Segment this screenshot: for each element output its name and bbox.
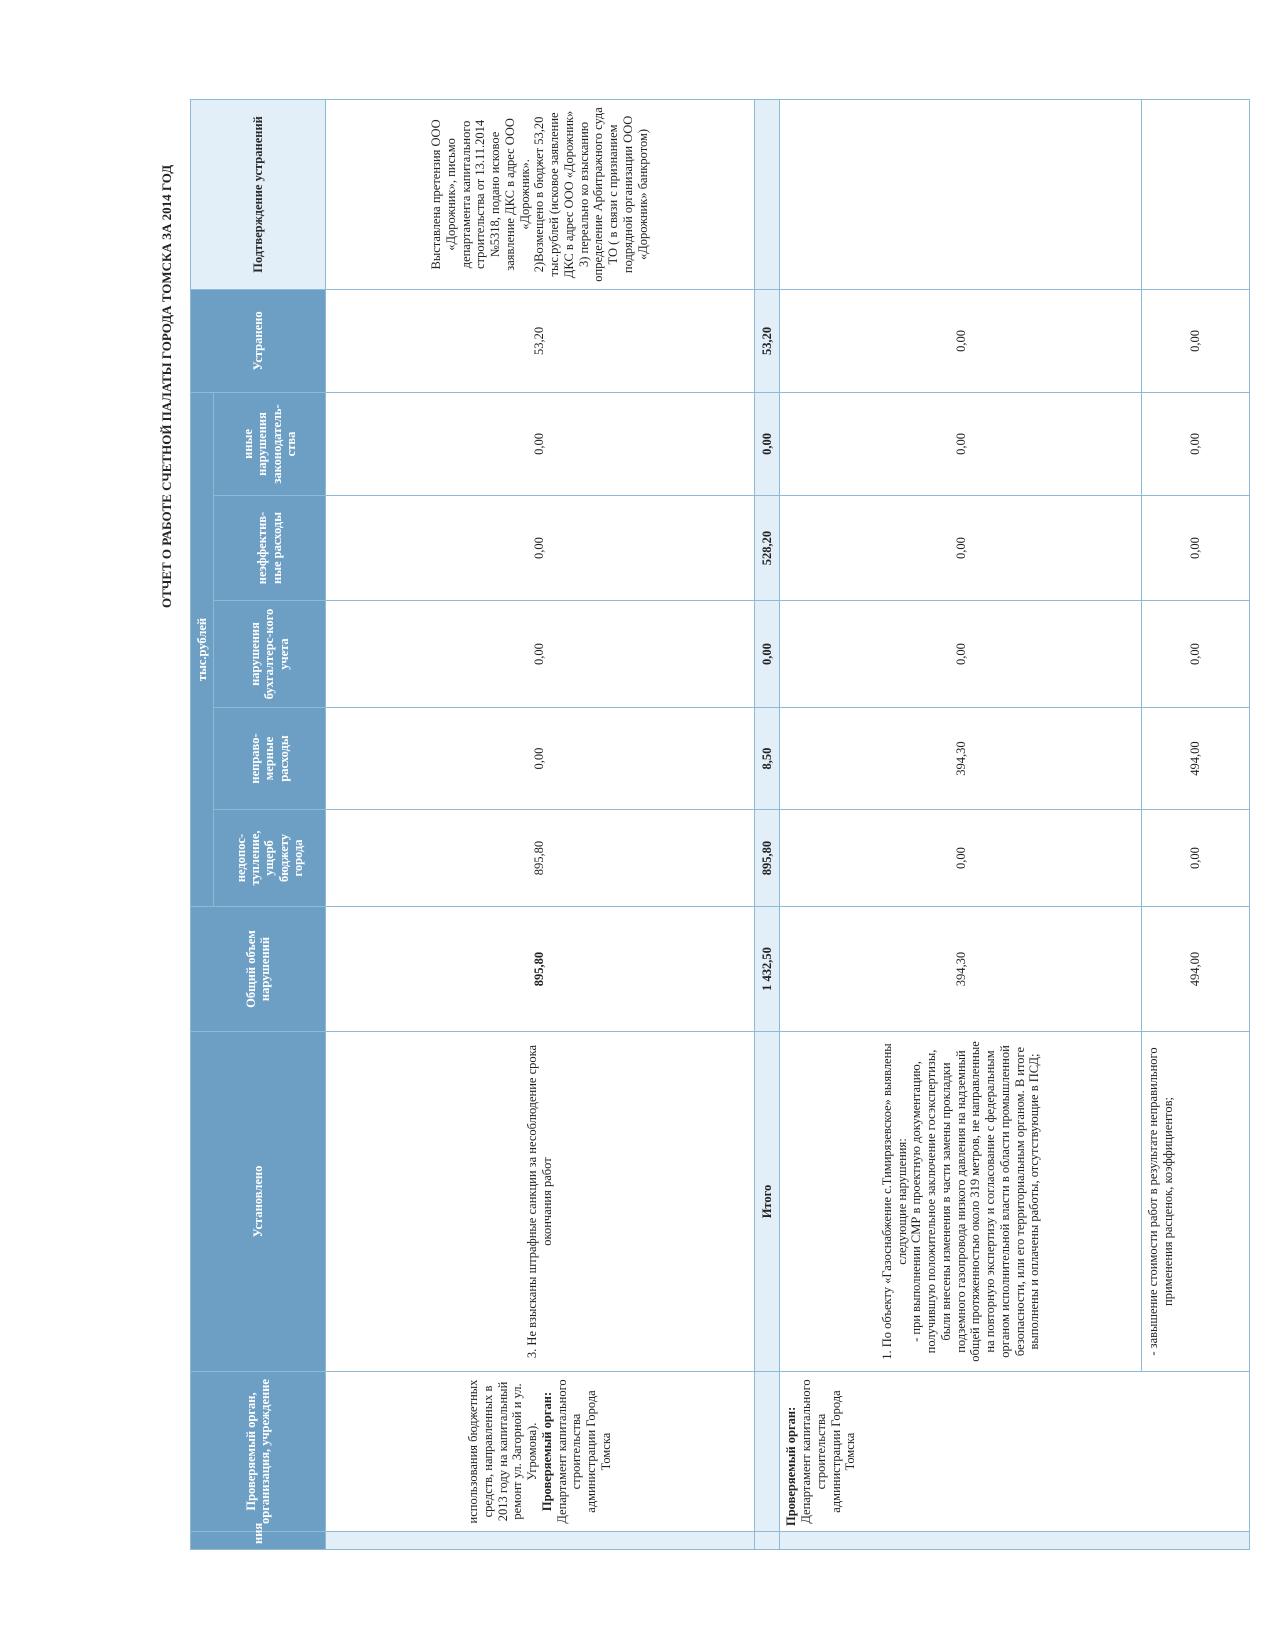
- nedopost-cell: 895,80: [326, 810, 755, 907]
- total-cell: 394,30: [780, 907, 1142, 1032]
- ustraneno-cell: 53,20: [326, 289, 755, 392]
- buh-cell: 0,00: [326, 601, 755, 708]
- total-nedopost: 895,80: [754, 810, 780, 907]
- report-table: [190, 99, 1250, 1550]
- header-ustraneno: Устранено: [191, 289, 326, 392]
- total-neeff: 528,20: [754, 496, 780, 601]
- header-row: [191, 99, 214, 1549]
- header-inye: иные нарушения законодатель-ства: [214, 392, 326, 495]
- total-inye: 0,00: [754, 392, 780, 495]
- header-established: Установлено: [191, 1032, 326, 1372]
- buh-cell: 0,00: [1142, 601, 1250, 708]
- neeff-cell: 0,00: [326, 496, 755, 601]
- header-buh: нарушения бухгалтерс-кого учета: [214, 601, 326, 708]
- neeff-cell: 0,00: [780, 496, 1142, 601]
- buh-cell: 0,00: [780, 601, 1142, 708]
- total-buh: 0,00: [754, 601, 780, 708]
- ustraneno-cell: 0,00: [1142, 289, 1250, 392]
- total-label: Итого: [754, 1032, 780, 1372]
- header-nedopost: недопос-тупление, ущерб бюджету города: [214, 810, 326, 907]
- header-neeff: неэффектив-ные расходы: [214, 496, 326, 601]
- established-cell: - завышение стоимости работ в результате неправильного применения расценок, коэффициентов;: [1142, 1032, 1250, 1372]
- total-cell: 494,00: [1142, 907, 1250, 1032]
- page-title: ОТЧЕТ О РАБОТЕ СЧЕТНОЙ ПАЛАТЫ ГОРОДА ТОМСКА ЗА 2014 ГОД: [159, 164, 174, 608]
- header-confirm: Подтверждение устранений: [191, 99, 326, 289]
- table-row: [780, 99, 1142, 1549]
- nedopost-cell: 0,00: [780, 810, 1142, 907]
- established-cell: 3. Не взысканы штрафные санкции за несоблюдение срока окончания работ: [326, 1032, 755, 1372]
- neeff-cell: 0,00: [1142, 496, 1250, 601]
- nedopost-cell: 0,00: [1142, 810, 1250, 907]
- header-org: Проверяемый орган, организация, учреждение: [191, 1372, 326, 1532]
- table-row: [326, 99, 755, 1549]
- confirm-cell: Выставлена претензия ООО «Дорожник», письмо департамента капитального строительства от 13.11.2014 №5318, подано исковое заявление ДКС в адрес ООО «Дорожник». 2)Возмещено в бюджет 53,20 тыс.рублей (исковое заявление ДКС в адрес ООО «Дорожник» 3) переально ко взысканию определение Арбитражного суда ТО ( в связи с признанием подрядной организации ООО «Дорожник» банкротом): [326, 99, 755, 289]
- nepravomernye-cell: 494,00: [1142, 708, 1250, 810]
- table-row: [1142, 99, 1250, 1549]
- header-nepravomernye: неправо-мерные расходы: [214, 708, 326, 810]
- total-row: [754, 99, 780, 1549]
- org-cell: использования бюджетных средств, направленных в 2013 году на капитальный ремонт ул. Загорной и ул. Угромова). Проверяемый орган: Департамент капитального строительства администрации Города Томска: [326, 1372, 755, 1532]
- inye-cell: 0,00: [780, 392, 1142, 495]
- inye-cell: 0,00: [1142, 392, 1250, 495]
- nepravomernye-cell: 0,00: [326, 708, 755, 810]
- org-cell: Проверяемый орган: Департамент капитального строительства администрации Города Томска: [780, 1372, 1250, 1532]
- total-sum: 1 432,50: [754, 907, 780, 1032]
- header-first-col: ния: [191, 1532, 326, 1550]
- header-total: Общий объем нарушений: [191, 907, 326, 1032]
- total-nepravomernye: 8,50: [754, 708, 780, 810]
- report-table-rotated: [190, 100, 1250, 1550]
- nepravomernye-cell: 394,30: [780, 708, 1142, 810]
- header-unit: тыс.рублей: [191, 392, 214, 906]
- total-ustraneno: 53,20: [754, 289, 780, 392]
- inye-cell: 0,00: [326, 392, 755, 495]
- total-cell: 895,80: [326, 907, 755, 1032]
- ustraneno-cell: 0,00: [780, 289, 1142, 392]
- established-cell: 1. По объекту «Газоснабжение с.Тимирязевское» выявлены следующие нарушения: - при выполнении СМР в проектную документацию, получившую положительное заключение госэкспертизы, были внесены изменения в части замены прокладки подземного газопровода низкого давления на надземный общей протяженностью около 319 метров, не направленные на повторную экспертизу и согласование с федеральным органом исполнительной власти в области промышленной безопасности, или его территориальным органом. В итоге выполнены и оплачены работы, отсутствующие в ПСД;: [780, 1032, 1142, 1372]
